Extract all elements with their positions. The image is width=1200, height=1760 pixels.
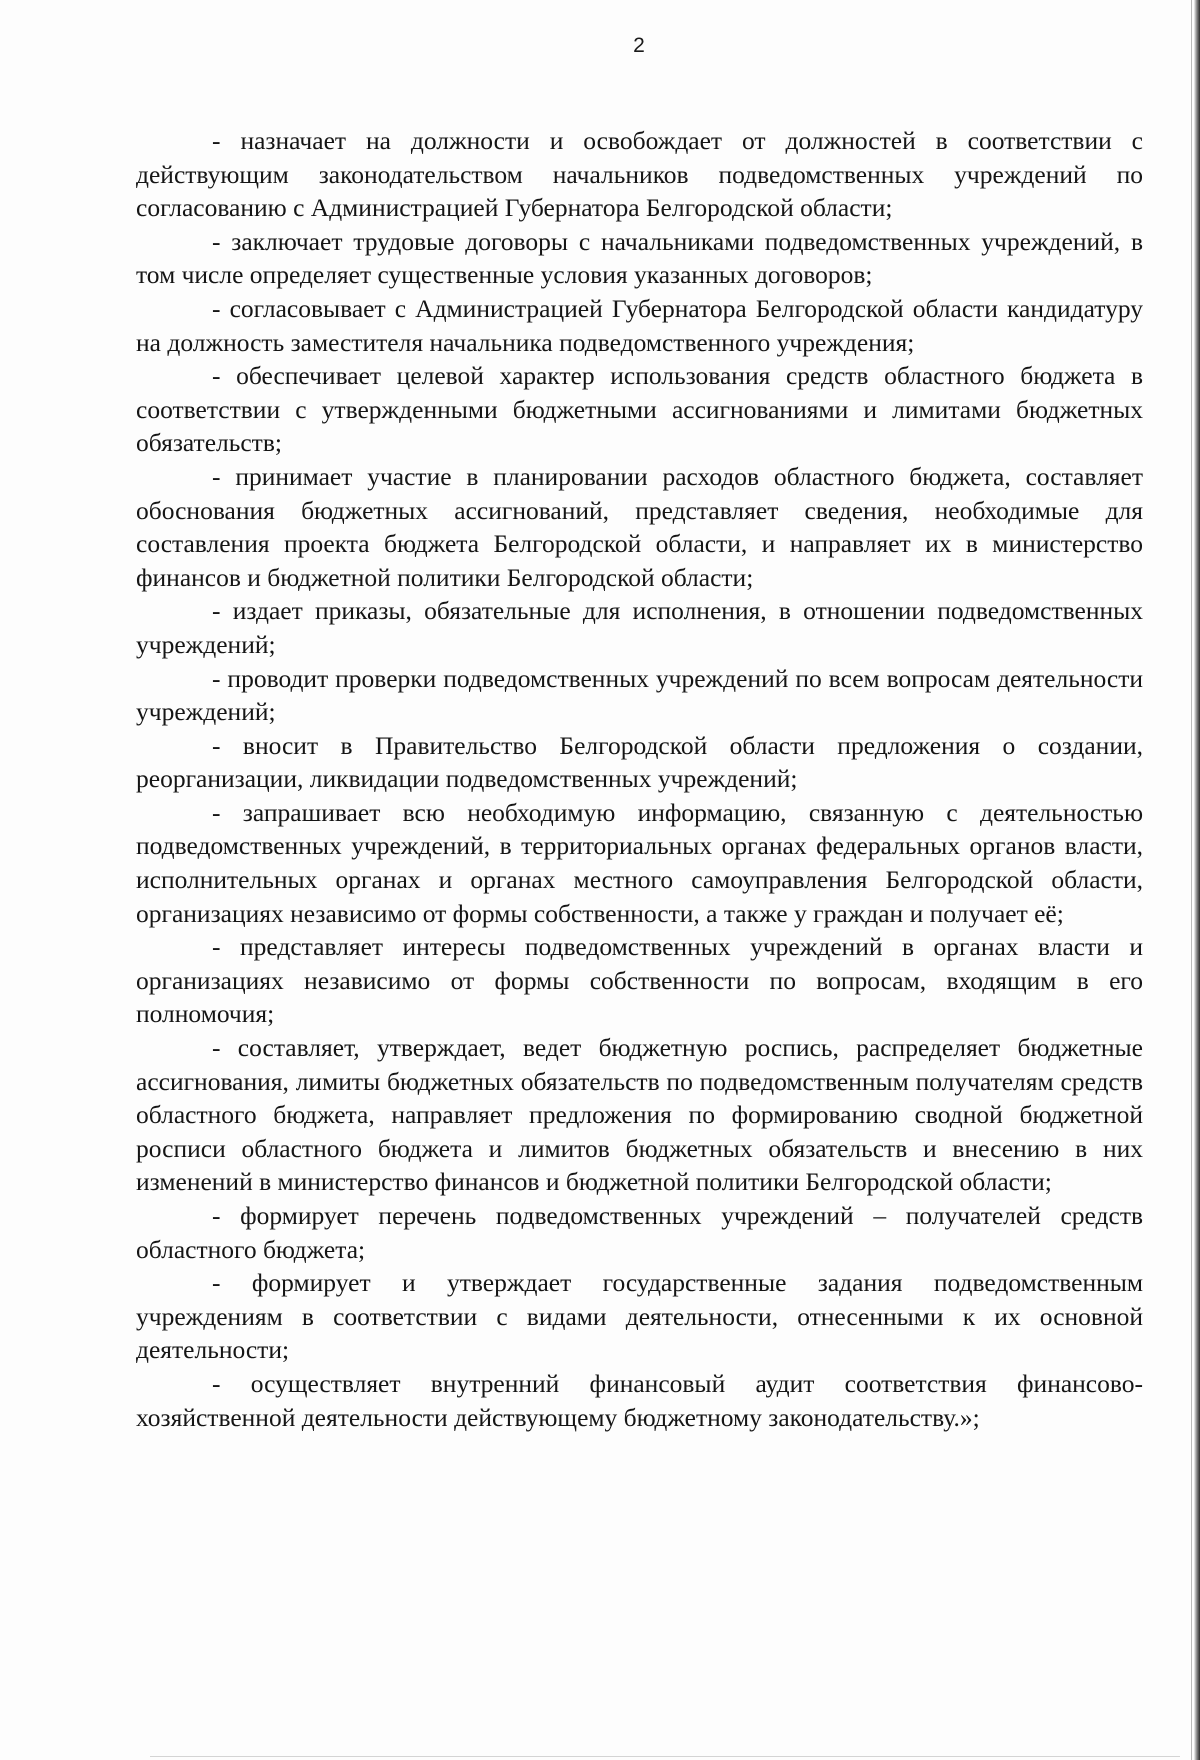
- paragraph: - запрашивает всю необходимую информацию, связанную с деятельностью подведомственных учреждений, в территориальных органах федеральных органов власти, исполнительных органах и органах местного самоуправления Белгородской области, организациях независимо от формы собственности, а также у граждан и получает её;: [136, 797, 1143, 928]
- paragraph: - назначает на должности и освобождает от должностей в соответствии с действующим законодательством начальников подведомственных учреждений по согласованию с Администрацией Губернатора Белгородской области;: [136, 126, 1143, 223]
- scan-edge-line: [1191, 0, 1192, 1760]
- paragraph: - осуществляет внутренний финансовый аудит соответствия финансово-хозяйственной деятельности действующему бюджетному законодательству.»;: [136, 1368, 1143, 1432]
- paragraph: - формирует перечень подведомственных учреждений – получателей средств областного бюджета;: [136, 1201, 1143, 1264]
- paragraph: - обеспечивает целевой характер использования средств областного бюджета в соответствии с утвержденными бюджетными ассигнованиями и лимитами бюджетных обязательств;: [136, 361, 1143, 458]
- paragraph: - согласовывает с Администрацией Губернатора Белгородской области кандидатуру на должность заместителя начальника подведомственного учреждения;: [136, 293, 1143, 357]
- document-body: [136, 124, 1143, 1434]
- scan-bottom-edge: [150, 1756, 1180, 1757]
- scan-edge-shadow: [1194, 0, 1200, 1760]
- paragraph: - заключает трудовые договоры с начальниками подведомственных учреждений, в том числе определяет существенные условия указанных договоров;: [136, 226, 1143, 290]
- paragraph: - принимает участие в планировании расходов областного бюджета, составляет обоснования бюджетных ассигнований, представляет сведения, необходимые для составления проекта бюджета Белгородской области, и направляет их в министерство финансов и бюджетной политики Белгородской области;: [136, 461, 1143, 592]
- paragraph: - формирует и утверждает государственные задания подведомственным учреждениям в соответствии с видами деятельности, отнесенными к их основной деятельности;: [136, 1268, 1143, 1365]
- paragraph: - представляет интересы подведомственных учреждений в органах власти и организациях независимо от формы собственности по вопросам, входящим в его полномочия;: [136, 932, 1143, 1029]
- paragraph: - составляет, утверждает, ведет бюджетную роспись, распределяет бюджетные ассигнования, лимиты бюджетных обязательств по подведомственным получателям средств областного бюджета, направляет предложения по формированию сводной бюджетной росписи областного бюджета и лимитов бюджетных обязательств и внесению в них изменений в министерство финансов и бюджетной политики Белгородской области;: [136, 1033, 1143, 1197]
- paragraph: - издает приказы, обязательные для исполнения, в отношении подведомственных учреждений;: [136, 596, 1143, 659]
- paragraph: - проводит проверки подведомственных учреждений по всем вопросам деятельности учреждений;: [136, 663, 1143, 727]
- page-number: 2: [633, 34, 645, 57]
- paragraph: - вносит в Правительство Белгородской области предложения о создании, реорганизации, ликвидации подведомственных учреждений;: [136, 730, 1143, 794]
